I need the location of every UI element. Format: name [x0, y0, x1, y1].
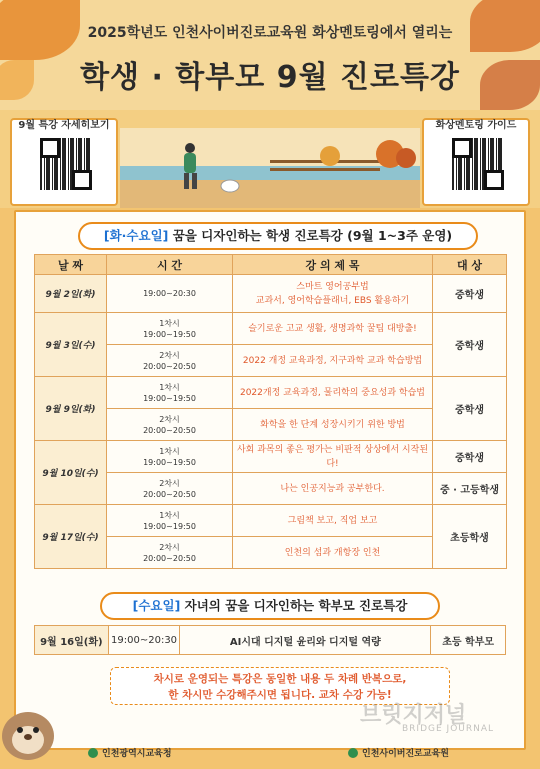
student-section-title: [78, 222, 478, 250]
session-label: 1차시: [159, 382, 180, 392]
footer-logo-right: [348, 746, 449, 759]
otter-mascot-illustration: [0, 690, 60, 760]
header-target: 대 상: [433, 255, 507, 275]
parent-date: 9월 16일(화): [35, 626, 109, 654]
education-office-logo-icon: [88, 748, 98, 758]
session-time: 19:00~19:50: [143, 393, 196, 403]
session-time: 20:00~20:50: [143, 361, 196, 371]
notice-line: 한 차시만 수강해주시면 됩니다. 교차 수강 가능!: [168, 689, 392, 701]
row-time: [107, 505, 233, 537]
student-section-text: 꿈을 디자인하는 학생 진로특강 (9월 1~3주 운영): [168, 228, 453, 243]
qr-left-label: 9월 특강 자세히보기: [18, 120, 110, 131]
row-time: [107, 441, 233, 473]
walking-scene-illustration: [120, 128, 420, 208]
qr-code-icon: [452, 138, 504, 190]
parent-time: 19:00~20:30: [109, 626, 181, 654]
parent-section-tag: [수요일]: [132, 598, 181, 613]
header-subtitle: 2025학년도 인천사이버진로교육원 화상멘토링에서 열리는: [87, 25, 453, 41]
row-topic: 2022개정 교육과정, 물리학의 중요성과 학습법: [233, 377, 433, 409]
row-time: [107, 377, 233, 409]
footer-logo-left: [88, 746, 172, 759]
topic-line: 스마트 영어공부법: [296, 281, 369, 292]
watermark-sub: BRIDGE JOURNAL: [402, 724, 495, 734]
row-target: 중 · 고등학생: [433, 473, 507, 505]
qr-box-left[interactable]: [10, 118, 118, 206]
row-time: [107, 313, 233, 345]
notice-line: 차시로 운영되는 특강은 동일한 내용 두 차례 반복으로,: [153, 673, 407, 685]
session-time: 20:00~20:50: [143, 425, 196, 435]
row-date: 9월 17일(수): [35, 505, 107, 569]
row-time: [107, 409, 233, 441]
parent-schedule-row: [34, 625, 506, 655]
watermark: 브릿지저널: [360, 703, 467, 728]
row-topic: 그림책 보고, 직업 보고: [233, 505, 433, 537]
row-date: 9월 2일(화): [35, 275, 107, 313]
row-target: 중학생: [433, 275, 507, 313]
session-time: 19:00~19:50: [143, 521, 196, 531]
parent-section-text: 자녀의 꿈을 디자인하는 학부모 진로특강: [180, 598, 408, 613]
parent-target: 초등 학부모: [442, 636, 495, 648]
qr-right-label: 화상멘토링 가이드: [435, 120, 517, 131]
row-topic: 슬기로운 고교 생활, 생명과학 꿀팁 대방출!: [233, 313, 433, 345]
row-target: 초등학생: [433, 505, 507, 569]
table-row: [35, 441, 507, 473]
student-section-tag: [화·수요일]: [103, 228, 169, 243]
row-time: [107, 345, 233, 377]
session-label: 2차시: [159, 542, 180, 552]
row-topic: 2022 개정 교육과정, 지구과학 교과 학습방법: [233, 345, 433, 377]
session-label: 2차시: [159, 350, 180, 360]
session-time: 19:00~19:50: [143, 457, 196, 467]
table-header-row: [35, 255, 507, 275]
table-row: [35, 313, 507, 345]
parent-section-title: [100, 592, 440, 620]
row-target: 중학생: [433, 441, 507, 473]
header-title: 학생 · 학부모 9월 진로특강: [80, 60, 460, 95]
row-target: 중학생: [433, 377, 507, 441]
session-time: 20:00~20:50: [143, 553, 196, 563]
session-label: 2차시: [159, 478, 180, 488]
header-date: 날 짜: [35, 255, 107, 275]
session-label: 1차시: [159, 510, 180, 520]
topic-line: 교과서, 영어학습플래너, EBS 활용하기: [255, 295, 410, 306]
session-label: 1차시: [159, 318, 180, 328]
session-time: 20:00~20:50: [143, 489, 196, 499]
row-time: [107, 537, 233, 569]
footer-left-text: 인천광역시교육청: [102, 749, 172, 759]
qr-box-right[interactable]: [422, 118, 530, 206]
row-target: 중학생: [433, 313, 507, 377]
cyber-career-logo-icon: [348, 748, 358, 758]
row-date: 9월 3일(수): [35, 313, 107, 377]
session-time: 19:00~19:50: [143, 329, 196, 339]
row-topic: 인천의 섬과 개항장 인천: [233, 537, 433, 569]
row-topic: 화학을 한 단계 성장시키기 위한 방법: [233, 409, 433, 441]
row-topic: [233, 275, 433, 313]
student-schedule-table: [34, 254, 507, 569]
table-row: [35, 275, 507, 313]
row-topic: 사회 과목의 좋은 평가는 비판적 상상에서 시작된다!: [233, 441, 433, 473]
row-time: 19:00~20:30: [107, 275, 233, 313]
row-time: [107, 473, 233, 505]
table-row: [35, 377, 507, 409]
header-topic: 강 의 제 목: [233, 255, 433, 275]
qr-code-icon: [40, 138, 92, 190]
session-label: 2차시: [159, 414, 180, 424]
parent-topic: AI시대 디지털 윤리와 디지털 역량: [180, 626, 431, 654]
footer-right-text: 인천사이버진로교육원: [362, 749, 449, 759]
table-row: [35, 505, 507, 537]
row-topic: 나는 인공지능과 공부한다.: [233, 473, 433, 505]
row-date: 9월 9일(화): [35, 377, 107, 441]
row-date: 9월 10일(수): [35, 441, 107, 505]
session-label: 1차시: [159, 446, 180, 456]
header-time: 시 간: [107, 255, 233, 275]
